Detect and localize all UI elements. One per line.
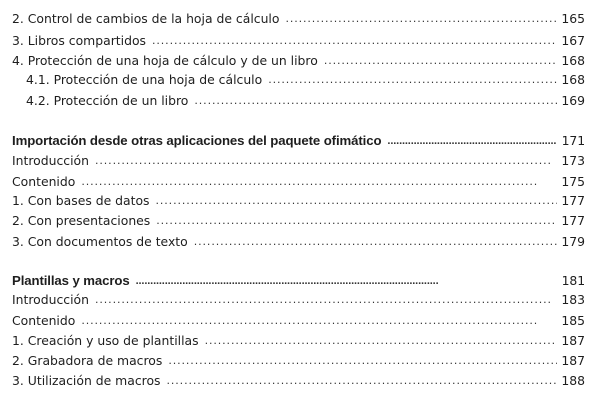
toc-chapter-importacion <box>12 131 585 151</box>
toc-chapter-plantillas-y-macros <box>12 271 585 291</box>
dot-leader <box>205 331 557 351</box>
toc-entry-contenido <box>12 311 585 331</box>
dot-leader <box>168 351 557 371</box>
toc-entry-grabadora-de-macros <box>12 351 585 371</box>
dot-leader <box>285 9 557 29</box>
toc-entry-introduccion <box>12 290 585 310</box>
toc-entry-label: Introducción <box>12 292 89 307</box>
toc-entry-control-de-cambios <box>12 9 585 29</box>
toc-entry-page: 168 <box>561 53 585 68</box>
toc-entry-label: 4.2. Protección de un libro <box>26 93 189 108</box>
toc-entry-page: 187 <box>561 333 585 348</box>
toc-chapter-title: Plantillas y macros <box>12 273 130 288</box>
toc-entry-label: 3. Con documentos de texto <box>12 234 188 249</box>
dot-leader <box>81 311 557 331</box>
toc-entry-page: 167 <box>561 33 585 48</box>
dot-leader <box>81 172 557 192</box>
dot-leader <box>387 131 557 151</box>
toc-entry-page: 185 <box>561 313 585 328</box>
toc-entry-page: 183 <box>561 292 585 307</box>
toc-entry-label: 1. Creación y uso de plantillas <box>12 333 199 348</box>
dot-leader <box>194 232 557 252</box>
toc-entry-label: 2. Control de cambios de la hoja de cálculo <box>12 11 280 26</box>
toc-entry-label: 4.1. Protección de una hoja de cálculo <box>26 72 263 87</box>
toc-entry-label: 4. Protección de una hoja de cálculo y de un libro <box>12 53 318 68</box>
toc-entry-libros-compartidos <box>12 31 585 51</box>
toc-entry-label: 2. Con presentaciones <box>12 213 151 228</box>
toc-entry-proteccion-hoja-y-libro <box>12 51 585 71</box>
toc-entry-page: 181 <box>561 273 585 288</box>
toc-entry-documentos-de-texto <box>12 232 585 252</box>
toc-entry-label: 1. Con bases de datos <box>12 193 150 208</box>
toc-entry-label: Contenido <box>12 313 76 328</box>
toc-entry-label: Contenido <box>12 174 76 189</box>
dot-leader <box>152 31 557 51</box>
toc-entry-utilizacion-de-macros <box>12 371 585 391</box>
toc-subentry-proteccion-libro <box>26 91 585 111</box>
toc-entry-page: 173 <box>561 153 585 168</box>
dot-leader <box>324 51 557 71</box>
toc-chapter-title: Importación desde otras aplicaciones del paquete ofimático <box>12 133 382 148</box>
toc-entry-bases-de-datos <box>12 191 585 211</box>
toc-entry-page: 165 <box>561 11 585 26</box>
dot-leader <box>156 191 558 211</box>
toc-entry-label: Introducción <box>12 153 89 168</box>
toc-entry-page: 187 <box>561 353 585 368</box>
dot-leader <box>194 91 557 111</box>
toc-entry-page: 179 <box>561 234 585 249</box>
toc-entry-plantillas <box>12 331 585 351</box>
dot-leader <box>95 290 557 310</box>
dot-leader <box>268 70 557 90</box>
toc-entry-label: 2. Grabadora de macros <box>12 353 163 368</box>
toc-subentry-proteccion-hoja <box>26 70 585 90</box>
toc-entry-presentaciones <box>12 211 585 231</box>
toc-entry-introduccion <box>12 151 585 171</box>
toc-entry-page: 188 <box>561 373 585 388</box>
toc-entry-label: 3. Utilización de macros <box>12 373 161 388</box>
dot-leader <box>156 211 557 231</box>
toc-entry-page: 169 <box>561 93 585 108</box>
dot-leader <box>136 271 557 291</box>
toc-entry-page: 168 <box>561 72 585 87</box>
toc-entry-page: 175 <box>561 174 585 189</box>
toc-entry-page: 171 <box>561 133 585 148</box>
toc-entry-contenido <box>12 172 585 192</box>
dot-leader <box>95 151 557 171</box>
dot-leader <box>167 371 558 391</box>
toc-entry-page: 177 <box>561 213 585 228</box>
toc-entry-page: 177 <box>561 193 585 208</box>
toc-entry-label: 3. Libros compartidos <box>12 33 146 48</box>
